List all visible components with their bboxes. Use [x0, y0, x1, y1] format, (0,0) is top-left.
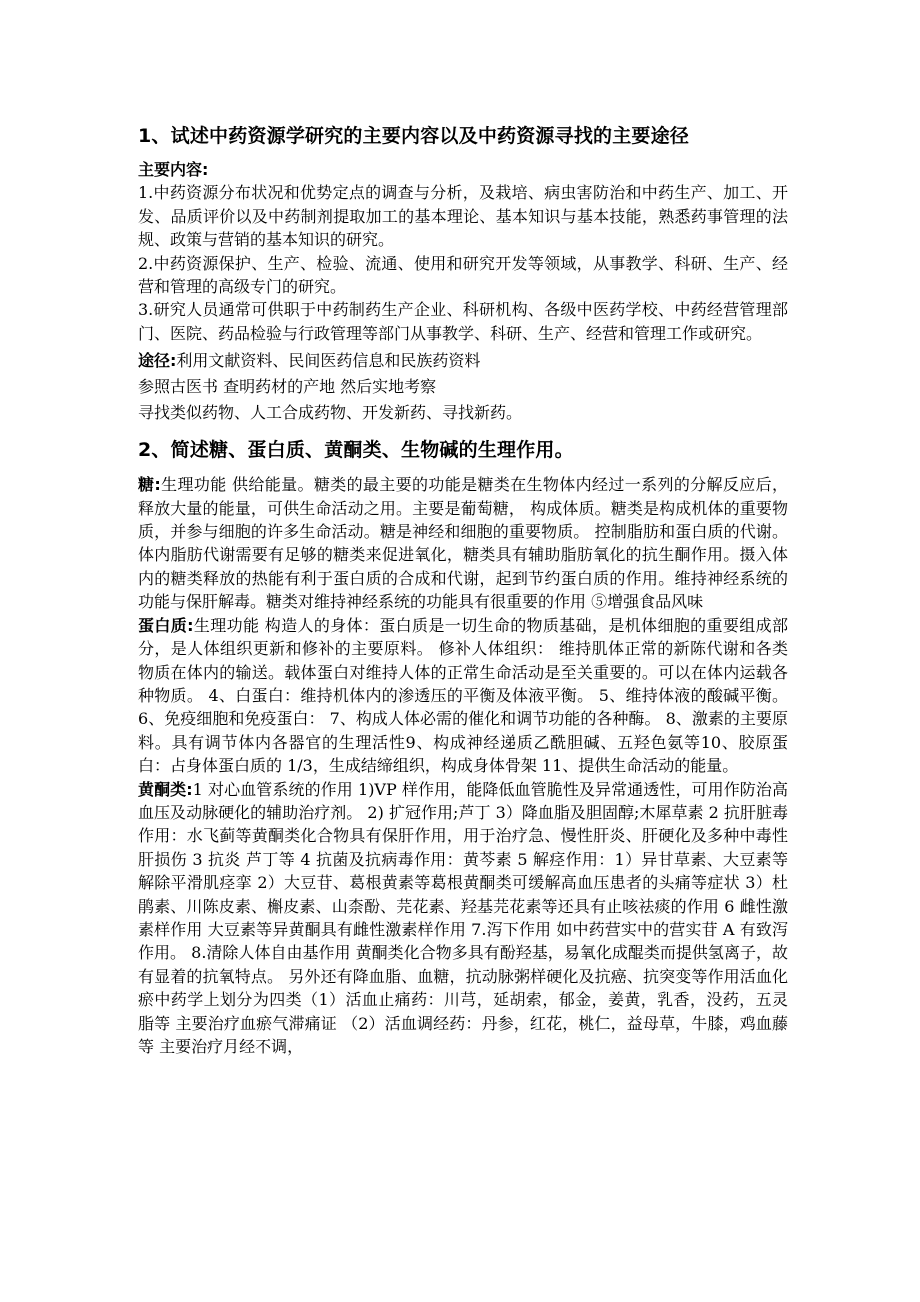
content-item-1: 1.中药资源分布状况和优势定点的调查与分析，及栽培、病虫害防治和中药生产、加工、开发、品质评价以及中药制剂提取加工的基本理论、基本知识与基本技能，熟悉药事管理的法规、政策与营销的基本知识的研究。: [138, 183, 788, 250]
flavonoid-label: 黄酮类:: [138, 779, 193, 799]
protein-label: 蛋白质:: [138, 615, 194, 635]
route-label: 途径:: [138, 351, 177, 371]
main-content-label: 主要内容:: [138, 160, 209, 179]
sugar-label: 糖:: [138, 475, 161, 495]
content-item-3: 3.研究人员通常可供职于中药制药生产企业、科研机构、各级中医药学校、中药经营管理部门、医院、药品检验与行政管理等部门从事教学、科研、生产、经营和管理工作或研究。: [138, 300, 788, 343]
document-page: [138, 118, 788, 1058]
sugar-text: 生理功能 供给能量。糖类的最主要的功能是糖类在生物体内经过一系列的分解反应后，释放大量的能量，可供生命活动之用。主要是葡萄糖， 构成体质。糖类是构成机体的重要物质，并参与细胞的许多生命活动。糖是神经和细胞的重要物质。 控制脂肪和蛋白质的代谢。体内脂肪代谢需要有足够的糖类来促进氧化，糖类具有辅助脂肪氧化的抗生酮作用。摄入体内的糖类释放的热能有利于蛋白质的合成和代谢，起到节约蛋白质的作用。维持神经系统的功能与保肝解毒。糖类对维持神经系统的功能具有很重要的作用 ⑤增强食品风味: [138, 475, 788, 612]
protein-paragraph: [138, 614, 788, 778]
content-item-2: 2.中药资源保护、生产、检验、流通、使用和研究开发等领域，从事教学、科研、生产、经营和管理的高级专门的研究。: [138, 253, 788, 297]
protein-text: 生理功能 构造人的身体：蛋白质是一切生命的物质基础，是机体细胞的重要组成部分，是人体组织更新和修补的主要原料。 修补人体组织： 维持肌体正常的新陈代谢和各类物质在体内的输送。载体蛋白对维持人体的正常生命活动是至关重要的。可以在体内运载各种物质。 4、白蛋白：维持机体内的渗透压的平衡及体液平衡。 5、维持体液的酸碱平衡。 6、免疫细胞和免疫蛋白： 7、构成人体必需的催化和调节功能的各种酶。 8、激素的主要原料。具有调节体内各器官的生理活性9、构成神经递质乙酰胆碱、五羟色氨等10、胶原蛋白：占身体蛋白质的 1/3，生成结缔组织，构成身体骨架 11、提供生命活动的能量。: [138, 615, 788, 776]
route-line-2: 参照古医书 查明药材的产地 然后实地考察: [138, 377, 437, 397]
section-1-title: 1、试述中药资源学研究的主要内容以及中药资源寻找的主要途径: [138, 125, 690, 147]
sugar-paragraph: [138, 473, 788, 613]
flavonoid-paragraph: [138, 778, 788, 1059]
route-line-3: 寻找类似药物、人工合成药物、开发新药、寻找新药。: [138, 403, 523, 423]
flavonoid-text: 1 对心血管系统的作用 1)VP 样作用，能降低血管脆性及异常通透性，可用作防治高血压及动脉硬化的辅助治疗剂。 2) 扩冠作用;芦丁 3）降血脂及胆固醇;木犀草素 2 抗肝脏毒作用：水飞蓟等黄酮类化合物具有保肝作用，用于治疗急、慢性肝炎、肝硬化及多种中毒性肝损伤 3 抗炎 芦丁等 4 抗菌及抗病毒作用：黄芩素 5 解痉作用：1）异甘草素、大豆素等解除平滑肌痉挛 2）大豆苷、葛根黄素等葛根黄酮类可缓解高血压患者的头痛等症状 3）杜鹃素、川陈皮素、槲皮素、山柰酚、芫花素、羟基芫花素等还具有止咳祛痰的作用 6 雌性激素样作用 大豆素等异黄酮具有雌性激素样作用 7.泻下作用 如中药营实中的营实苷 A 有致泻作用。 8.清除人体自由基作用 黄酮类化合物多具有酚羟基，易氧化成醌类而提供氢离子，故有显着的抗氧特点。 另外还有降血脂、血糖，抗动脉粥样硬化及抗癌、抗突变等作用活血化瘀中药学上划分为四类（1）活血止痛药：川芎，延胡索，郁金，姜黄，乳香，没药，五灵脂等 主要治疗血瘀气滞痛证 （2）活血调经药：丹参，红花，桃仁，益母草，牛膝，鸡血藤等 主要治疗月经不调，: [138, 779, 788, 1056]
route-text: 利用文献资料、民间医药信息和民族药资料: [176, 351, 481, 371]
section-2-title: 2、简述糖、蛋白质、黄酮类、生物碱的生理作用。: [138, 439, 574, 462]
route-line-1: [138, 348, 788, 374]
